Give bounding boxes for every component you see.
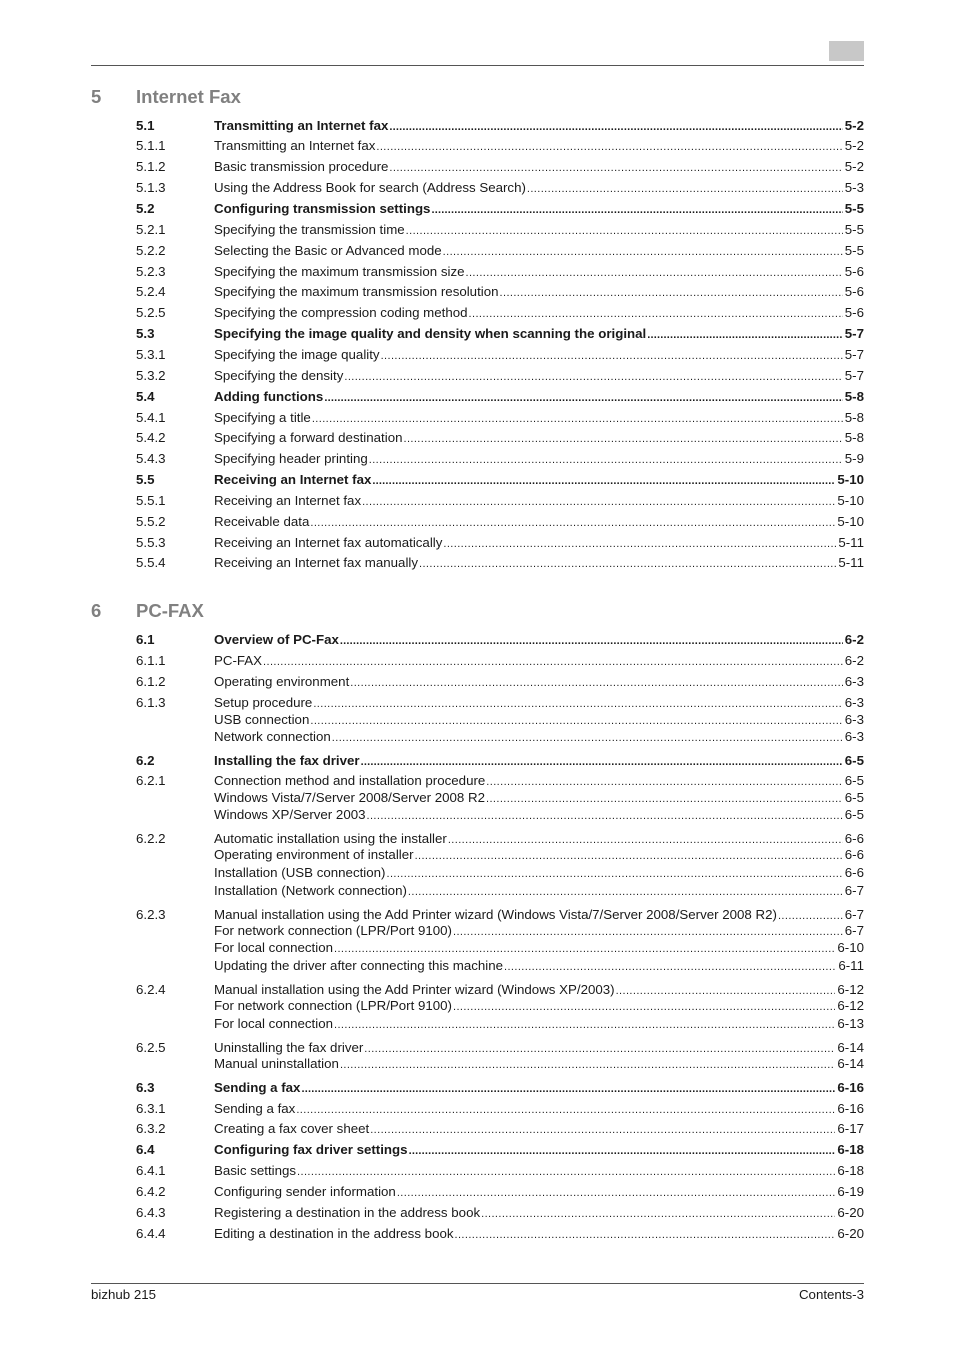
toc-entry-line xyxy=(214,409,864,428)
toc-entry[interactable] xyxy=(136,429,864,446)
toc-entry[interactable] xyxy=(136,789,864,806)
toc-entry-line xyxy=(214,806,864,825)
toc-entry-line xyxy=(214,388,864,407)
toc-entry-title: Operating environment of installer xyxy=(214,847,414,862)
toc-entry-title: Specifying the maximum transmission size xyxy=(214,264,465,279)
toc-entry-number: 5.3.2 xyxy=(136,368,166,383)
toc-entry-page: 6-16 xyxy=(837,1080,864,1095)
dot-leader xyxy=(362,494,835,511)
toc-entry-line xyxy=(214,939,864,958)
toc-entry-line xyxy=(214,1015,864,1034)
dot-leader xyxy=(397,1185,836,1202)
toc-entry-number: 5.4.2 xyxy=(136,430,166,445)
toc-entry[interactable] xyxy=(136,1079,864,1096)
toc-entry-page: 6-17 xyxy=(837,1121,864,1136)
toc-entry-title: PC-FAX xyxy=(214,653,263,668)
toc-entry-page: 6-20 xyxy=(837,1205,864,1220)
dot-leader xyxy=(344,369,842,386)
toc-entry[interactable] xyxy=(136,631,864,648)
toc-entry-line xyxy=(214,846,864,865)
toc-entry-line xyxy=(214,997,864,1016)
toc-entry-page: 6-13 xyxy=(837,1016,864,1031)
toc-entry-number: 6.2.5 xyxy=(136,1040,166,1055)
toc-entry-number: 6.4.2 xyxy=(136,1184,166,1199)
toc-entry-title: Configuring sender information xyxy=(214,1184,396,1199)
dot-leader xyxy=(386,866,842,883)
dot-leader xyxy=(647,327,843,344)
header-rule xyxy=(91,65,864,66)
dot-leader xyxy=(443,536,836,553)
dot-leader xyxy=(408,884,843,901)
toc-entry-title: Specifying the density xyxy=(214,368,344,383)
toc-entry-line xyxy=(214,263,864,282)
toc-entry-title: Basic settings xyxy=(214,1163,297,1178)
chapter-title: Internet Fax xyxy=(136,86,241,107)
toc-entry[interactable] xyxy=(136,117,864,134)
dot-leader xyxy=(389,119,842,136)
toc-entry-line xyxy=(214,283,864,302)
toc-entry-page: 6-3 xyxy=(844,729,864,744)
toc-entry-line xyxy=(214,752,864,771)
toc-entry[interactable] xyxy=(136,1141,864,1158)
toc-entry-number: 6.1.3 xyxy=(136,695,166,710)
dot-leader xyxy=(500,285,843,302)
toc-entry-page: 6-3 xyxy=(844,674,864,689)
toc-entry-number: 5.1.1 xyxy=(136,138,166,153)
toc-entry-page: 6-11 xyxy=(838,958,864,973)
toc-entry[interactable] xyxy=(136,179,864,196)
dot-leader xyxy=(466,265,843,282)
toc-entry-title: Specifying the maximum transmission resolution xyxy=(214,284,499,299)
toc-entry-title: Sending a fax xyxy=(214,1080,301,1095)
toc-entry-line xyxy=(214,429,864,448)
toc-entry-page: 6-5 xyxy=(844,773,864,788)
toc-entry[interactable] xyxy=(136,1039,864,1056)
toc-entry-page: 5-6 xyxy=(844,264,864,279)
dot-leader xyxy=(453,999,835,1016)
footer-rule xyxy=(91,1283,864,1284)
toc-entry-page: 5-5 xyxy=(844,222,864,237)
toc-entry-page: 5-6 xyxy=(844,305,864,320)
toc-entry-page: 6-6 xyxy=(844,831,864,846)
toc-entry-line xyxy=(214,492,864,511)
toc-entry-page: 6-3 xyxy=(844,712,864,727)
toc-entry-number: 6.1.2 xyxy=(136,674,166,689)
dot-leader xyxy=(263,654,843,671)
dot-leader xyxy=(376,139,842,156)
toc-entry-page: 5-2 xyxy=(844,118,864,133)
toc-entry-page: 6-12 xyxy=(837,982,864,997)
toc-entry-line xyxy=(214,1055,864,1074)
toc-entry-page: 6-6 xyxy=(844,847,864,862)
toc-entry-number: 6.1.1 xyxy=(136,653,166,668)
dot-leader xyxy=(324,390,842,407)
toc-entry-number: 5.2.3 xyxy=(136,264,166,279)
toc-entry-page: 5-6 xyxy=(844,284,864,299)
toc-entry-number: 6.3.2 xyxy=(136,1121,166,1136)
toc-entry-line xyxy=(214,200,864,219)
toc-entry[interactable] xyxy=(136,957,864,974)
toc-entry-line xyxy=(214,158,864,177)
header-corner-tab xyxy=(829,41,864,61)
toc-entry[interactable] xyxy=(136,772,864,789)
dot-leader xyxy=(469,306,843,323)
toc-entry-title: Manual uninstallation xyxy=(214,1056,339,1071)
chapter-title: PC-FAX xyxy=(136,600,204,621)
toc-entry[interactable] xyxy=(136,513,864,530)
toc-entry-number: 5.2.5 xyxy=(136,305,166,320)
toc-entry-page: 5-10 xyxy=(837,493,864,508)
dot-leader xyxy=(332,730,843,747)
toc-entry-number: 5.4 xyxy=(136,389,155,404)
toc-entry[interactable] xyxy=(136,263,864,280)
toc-entry-line xyxy=(214,728,864,747)
toc-entry-line xyxy=(214,1183,864,1202)
toc-entry-title: Creating a fax cover sheet xyxy=(214,1121,370,1136)
toc-entry-page: 5-3 xyxy=(844,180,864,195)
toc-entry-page: 5-11 xyxy=(838,555,864,570)
dot-leader xyxy=(334,1017,835,1034)
toc-entry[interactable] xyxy=(136,409,864,426)
toc-entry-page: 6-5 xyxy=(844,753,864,768)
dot-leader xyxy=(409,1143,836,1160)
toc-entry[interactable] xyxy=(136,694,864,711)
toc-entry-page: 6-3 xyxy=(844,695,864,710)
toc-entry-line xyxy=(214,513,864,532)
toc-entry-title: For network connection (LPR/Port 9100) xyxy=(214,923,452,938)
toc-entry[interactable] xyxy=(136,471,864,488)
toc-entry-page: 6-5 xyxy=(844,807,864,822)
toc-entry-title: Network connection xyxy=(214,729,331,744)
toc-entry[interactable] xyxy=(136,1015,864,1032)
toc-entry[interactable] xyxy=(136,304,864,321)
toc-entry[interactable] xyxy=(136,882,864,899)
toc-entry-title: Selecting the Basic or Advanced mode xyxy=(214,243,442,258)
toc-entry-title: Manual installation using the Add Printer wizard (Windows Vista/7/Server 2008/Server 2008 R2) xyxy=(214,907,777,922)
toc-entry-title: Using the Address Book for search (Address Search) xyxy=(214,180,526,195)
toc-entry[interactable] xyxy=(136,752,864,769)
toc-entry-title: Sending a fax xyxy=(214,1101,296,1116)
toc-entry-line xyxy=(214,864,864,883)
toc-entry-page: 5-9 xyxy=(844,451,864,466)
toc-entry-title: Specifying the transmission time xyxy=(214,222,405,237)
toc-entry-page: 6-18 xyxy=(837,1142,864,1157)
toc-entry-title: Basic transmission procedure xyxy=(214,159,389,174)
dot-leader xyxy=(403,431,842,448)
toc-entry-page: 5-8 xyxy=(844,430,864,445)
toc-entry-title: Operating environment xyxy=(214,674,350,689)
dot-leader xyxy=(350,675,843,692)
toc-entry[interactable] xyxy=(136,864,864,881)
toc-entry-number: 6.3.1 xyxy=(136,1101,166,1116)
toc-entry[interactable] xyxy=(136,492,864,509)
toc-entry-line xyxy=(214,652,864,671)
toc-entry-page: 5-5 xyxy=(844,201,864,216)
toc-entry[interactable] xyxy=(136,1183,864,1200)
toc-entry-number: 6.2.4 xyxy=(136,982,166,997)
toc-entry-title: Automatic installation using the installer xyxy=(214,831,447,846)
dot-leader xyxy=(455,1227,836,1244)
dot-leader xyxy=(334,941,835,958)
toc-entry-number: 6.2.2 xyxy=(136,831,166,846)
toc-entry-number: 6.2 xyxy=(136,753,155,768)
toc-entry-page: 5-7 xyxy=(844,368,864,383)
toc-entry[interactable] xyxy=(136,1162,864,1179)
dot-leader xyxy=(381,348,843,365)
toc-entry-title: Specifying header printing xyxy=(214,451,368,466)
toc-entry-number: 5.2.4 xyxy=(136,284,166,299)
toc-entry-number: 5.5.1 xyxy=(136,493,166,508)
toc-entry-title: Specifying a forward destination xyxy=(214,430,403,445)
toc-entry-title: Updating the driver after connecting this machine xyxy=(214,958,503,973)
toc-entry-title: Connection method and installation procedure xyxy=(214,773,486,788)
toc-entry-title: Transmitting an Internet fax xyxy=(214,118,389,133)
toc-entry-page: 6-14 xyxy=(837,1056,864,1071)
toc-entry-line xyxy=(214,471,864,490)
toc-entry-number: 5.1.2 xyxy=(136,159,166,174)
toc-entry-line xyxy=(214,221,864,240)
toc-entry-title: Manual installation using the Add Printer wizard (Windows XP/2003) xyxy=(214,982,615,997)
toc-entry-title: Registering a destination in the address book xyxy=(214,1205,481,1220)
dot-leader xyxy=(340,1057,835,1074)
toc-entry[interactable] xyxy=(136,830,864,847)
toc-entry-title: Specifying the image quality and density when scanning the original xyxy=(214,326,647,341)
dot-leader xyxy=(406,223,843,240)
toc-entry[interactable] xyxy=(136,1055,864,1072)
toc-entry-page: 6-10 xyxy=(837,940,864,955)
toc-entry[interactable] xyxy=(136,846,864,863)
toc-entry-title: For local connection xyxy=(214,940,333,955)
toc-entry-page: 6-6 xyxy=(844,865,864,880)
toc-entry-page: 5-2 xyxy=(844,138,864,153)
dot-leader xyxy=(301,1081,835,1098)
toc-entry-title: Receiving an Internet fax xyxy=(214,493,362,508)
dot-leader xyxy=(372,473,835,490)
toc-entry-title: Overview of PC-Fax xyxy=(214,632,339,647)
dot-leader xyxy=(312,411,843,428)
toc-entry-page: 6-16 xyxy=(837,1101,864,1116)
toc-entry-number: 6.2.1 xyxy=(136,773,166,788)
toc-entry-number: 5.5.3 xyxy=(136,535,166,550)
toc-entry[interactable] xyxy=(136,981,864,998)
toc-entry-page: 5-7 xyxy=(844,347,864,362)
toc-entry-title: Windows XP/Server 2003 xyxy=(214,807,366,822)
toc-entry[interactable] xyxy=(136,1204,864,1221)
toc-entry-line xyxy=(214,1120,864,1139)
toc-entry[interactable] xyxy=(136,200,864,217)
dot-leader xyxy=(361,754,843,771)
toc-entry-title: Specifying the compression coding method xyxy=(214,305,468,320)
toc-entry[interactable] xyxy=(136,554,864,571)
toc-entry[interactable] xyxy=(136,728,864,745)
toc-entry-page: 6-2 xyxy=(844,653,864,668)
toc-entry-number: 6.3 xyxy=(136,1080,155,1095)
toc-entry-page: 5-2 xyxy=(844,159,864,174)
toc-entry-line xyxy=(214,325,864,344)
toc-entry[interactable] xyxy=(136,922,864,939)
dot-leader xyxy=(443,244,843,261)
toc-entry-title: Editing a destination in the address book xyxy=(214,1226,454,1241)
toc-entry-title: Specifying a title xyxy=(214,410,311,425)
toc-entry-page: 6-19 xyxy=(837,1184,864,1199)
toc-entry-number: 5.1 xyxy=(136,118,155,133)
dot-leader xyxy=(527,181,843,198)
toc-entry[interactable] xyxy=(136,534,864,551)
toc-entry[interactable] xyxy=(136,806,864,823)
toc-entry[interactable] xyxy=(136,1100,864,1117)
toc-entry-title: USB connection xyxy=(214,712,310,727)
toc-entry-line xyxy=(214,242,864,261)
toc-entry-line xyxy=(214,137,864,156)
toc-entry[interactable] xyxy=(136,652,864,669)
toc-entry-number: 6.4.4 xyxy=(136,1226,166,1241)
toc-entry-title: Transmitting an Internet fax xyxy=(214,138,376,153)
toc-entry-title: Setup procedure xyxy=(214,695,313,710)
toc-entry-number: 5.3 xyxy=(136,326,155,341)
toc-entry-line xyxy=(214,1141,864,1160)
toc-entry-page: 6-20 xyxy=(837,1226,864,1241)
toc-entry-line xyxy=(214,304,864,323)
chapter-number: 5 xyxy=(91,86,102,107)
toc-entry-line xyxy=(214,554,864,573)
toc-entry-number: 6.1 xyxy=(136,632,155,647)
toc-entry-line xyxy=(214,1162,864,1181)
dot-leader xyxy=(340,633,843,650)
toc-entry-page: 5-8 xyxy=(844,410,864,425)
toc-entry-line xyxy=(214,1225,864,1244)
toc-entry-number: 6.4 xyxy=(136,1142,155,1157)
toc-entry-number: 5.1.3 xyxy=(136,180,166,195)
toc-entry-line xyxy=(214,1079,864,1098)
toc-entry[interactable] xyxy=(136,939,864,956)
toc-entry[interactable] xyxy=(136,283,864,300)
toc-entry-number: 6.4.3 xyxy=(136,1205,166,1220)
toc-entry[interactable] xyxy=(136,367,864,384)
toc-entry-title: For network connection (LPR/Port 9100) xyxy=(214,998,452,1013)
toc-entry-page: 6-7 xyxy=(844,883,864,898)
dot-leader xyxy=(419,556,836,573)
toc-entry[interactable] xyxy=(136,388,864,405)
toc-entry[interactable] xyxy=(136,221,864,238)
toc-entry-title: Installation (Network connection) xyxy=(214,883,407,898)
toc-entry[interactable] xyxy=(136,242,864,259)
toc-entry-title: For local connection xyxy=(214,1016,333,1031)
toc-entry-number: 5.5.2 xyxy=(136,514,166,529)
toc-entry[interactable] xyxy=(136,1120,864,1137)
toc-entry-page: 6-2 xyxy=(844,632,864,647)
toc-entry-line xyxy=(214,450,864,469)
toc-entry-number: 5.2.2 xyxy=(136,243,166,258)
toc-entry-title: Receiving an Internet fax automatically xyxy=(214,535,443,550)
toc-entry[interactable] xyxy=(136,325,864,342)
dot-leader xyxy=(369,452,843,469)
dot-leader xyxy=(389,160,842,177)
dot-leader xyxy=(504,959,836,976)
dot-leader xyxy=(297,1164,835,1181)
toc-entry-title: Configuring transmission settings xyxy=(214,201,431,216)
dot-leader xyxy=(310,515,835,532)
toc-entry[interactable] xyxy=(136,137,864,154)
toc-entry-line xyxy=(214,631,864,650)
toc-entry-page: 6-12 xyxy=(837,998,864,1013)
toc-entry[interactable] xyxy=(136,711,864,728)
toc-entry[interactable] xyxy=(136,158,864,175)
toc-entry-page: 6-14 xyxy=(837,1040,864,1055)
toc-entry-page: 6-5 xyxy=(844,790,864,805)
toc-entry-page: 5-11 xyxy=(838,535,864,550)
toc-entry-line xyxy=(214,117,864,136)
toc-entry-number: 6.4.1 xyxy=(136,1163,166,1178)
toc-entry-number: 5.2 xyxy=(136,201,155,216)
toc-entry-page: 5-5 xyxy=(844,243,864,258)
toc-entry-number: 5.4.1 xyxy=(136,410,166,425)
toc-entry-number: 5.2.1 xyxy=(136,222,166,237)
toc-entry[interactable] xyxy=(136,906,864,923)
toc-entry[interactable] xyxy=(136,1225,864,1242)
toc-entry[interactable] xyxy=(136,997,864,1014)
chapter-number: 6 xyxy=(91,600,102,621)
toc-entry-line xyxy=(214,673,864,692)
toc-entry-title: Windows Vista/7/Server 2008/Server 2008 R2 xyxy=(214,790,486,805)
toc-entry-line xyxy=(214,882,864,901)
toc-entry[interactable] xyxy=(136,450,864,467)
toc-entry-number: 5.5.4 xyxy=(136,555,166,570)
toc-entry-page: 5-8 xyxy=(844,389,864,404)
footer-page-label: Contents-3 xyxy=(798,1287,864,1302)
toc-entry-title: Receiving an Internet fax manually xyxy=(214,555,418,570)
toc-entry-line xyxy=(214,1100,864,1119)
dot-leader xyxy=(431,202,842,219)
toc-entry-title: Configuring fax driver settings xyxy=(214,1142,408,1157)
toc-entry-title: Adding functions xyxy=(214,389,324,404)
toc-entry-title: Uninstalling the fax driver xyxy=(214,1040,364,1055)
toc-entry-page: 5-7 xyxy=(844,326,864,341)
toc-entry-line xyxy=(214,179,864,198)
toc-entry-page: 6-7 xyxy=(844,907,864,922)
dot-leader xyxy=(296,1102,835,1119)
toc-entry-line xyxy=(214,957,864,976)
toc-entry-title: Installing the fax driver xyxy=(214,753,360,768)
toc-entry-line xyxy=(214,367,864,386)
toc-entry-title: Installation (USB connection) xyxy=(214,865,386,880)
toc-entry[interactable] xyxy=(136,346,864,363)
toc-entry-title: Receivable data xyxy=(214,514,310,529)
toc-entry-number: 5.5 xyxy=(136,472,155,487)
toc-entry-title: Receiving an Internet fax xyxy=(214,472,372,487)
toc-entry-page: 6-18 xyxy=(837,1163,864,1178)
toc-entry-line xyxy=(214,346,864,365)
dot-leader xyxy=(481,1206,835,1223)
footer-product: bizhub 215 xyxy=(91,1287,157,1302)
toc-entry-line xyxy=(214,534,864,553)
toc-entry-number: 6.2.3 xyxy=(136,907,166,922)
dot-leader xyxy=(415,848,843,865)
toc-entry-page: 5-10 xyxy=(837,472,864,487)
toc-entry-page: 6-7 xyxy=(844,923,864,938)
toc-entry[interactable] xyxy=(136,673,864,690)
toc-entry-page: 5-10 xyxy=(837,514,864,529)
dot-leader xyxy=(370,1122,835,1139)
dot-leader xyxy=(367,808,843,825)
toc-entry-line xyxy=(214,1204,864,1223)
toc-entry-title: Specifying the image quality xyxy=(214,347,380,362)
toc-entry-number: 5.3.1 xyxy=(136,347,166,362)
toc-entry-number: 5.4.3 xyxy=(136,451,166,466)
